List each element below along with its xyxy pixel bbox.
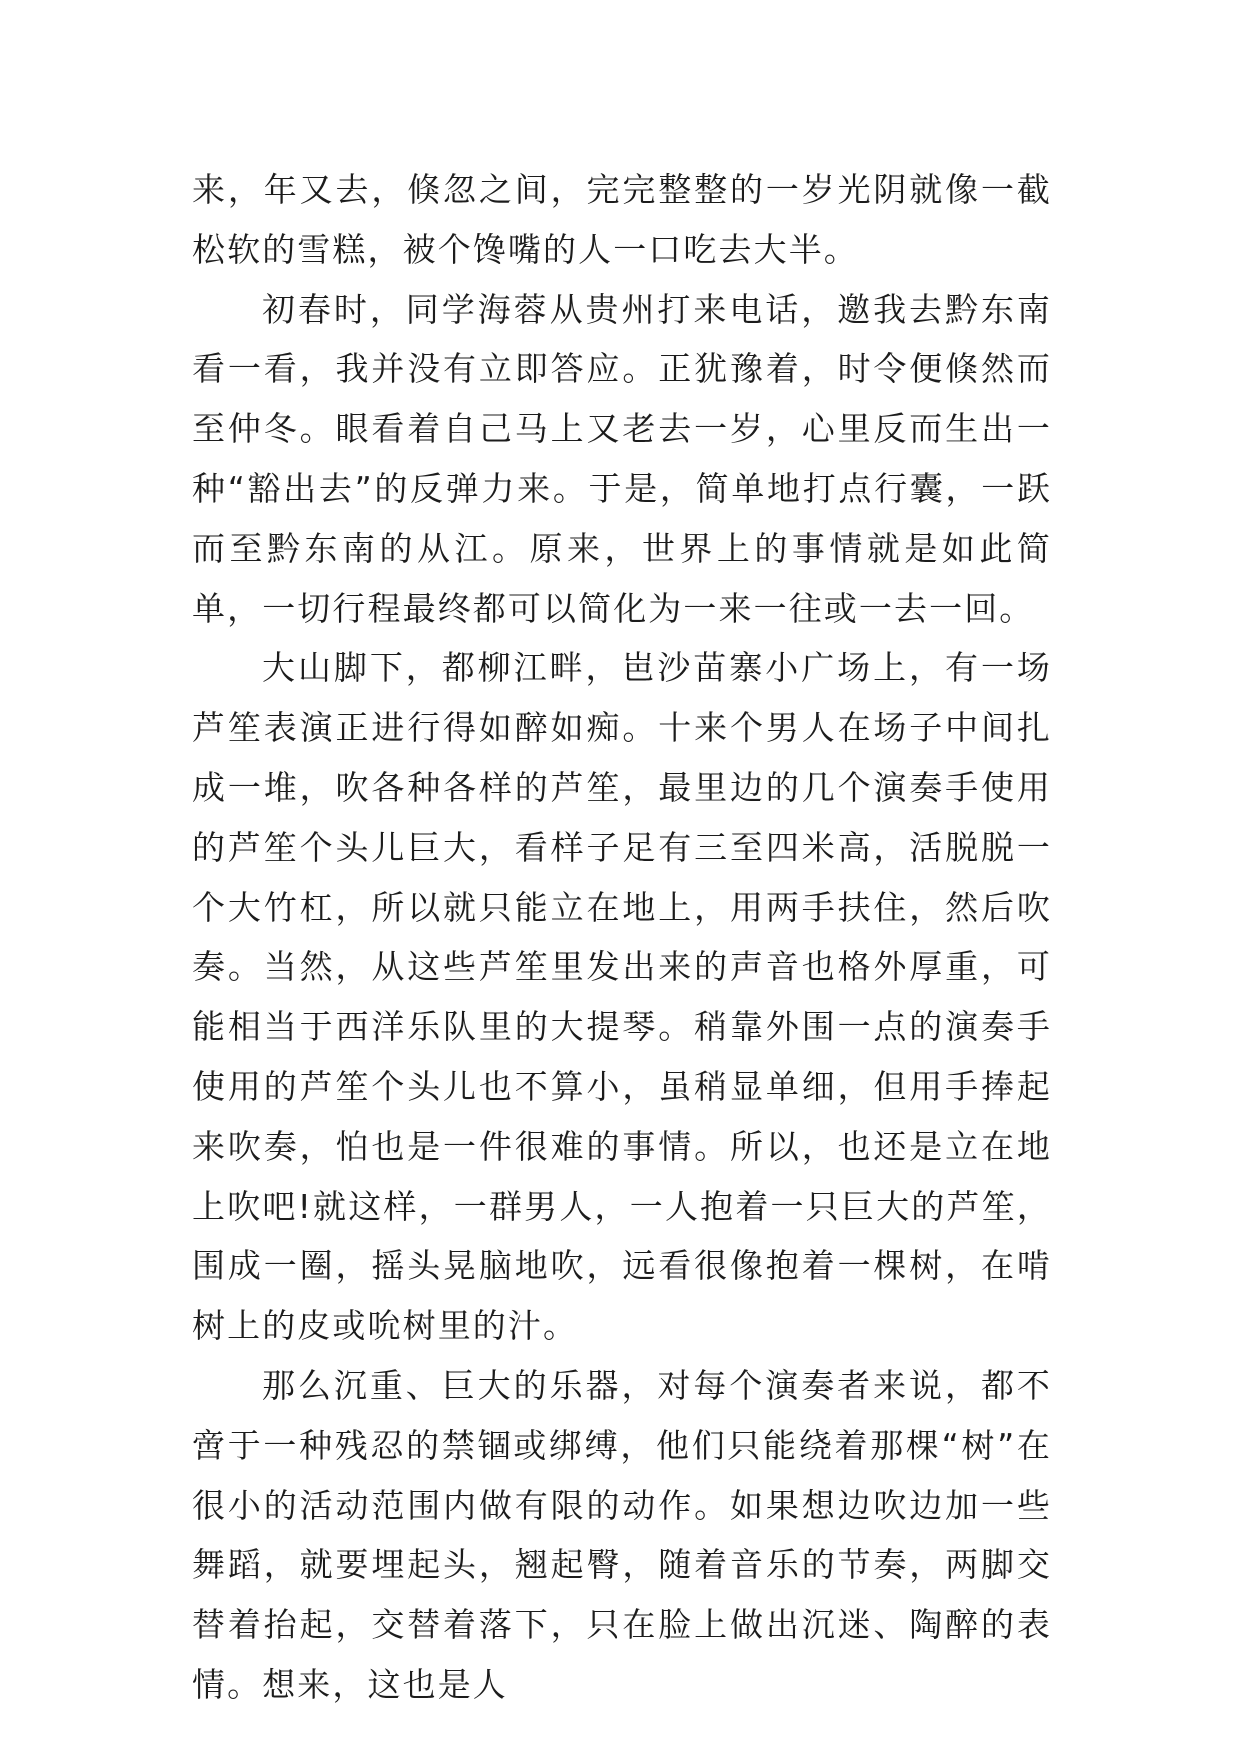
paragraph-lusheng-performance: 大山脚下，都柳江畔，岜沙苗寨小广场上，有一场芦笙表演正进行得如醉如痴。十来个男人在场子中间扎成一堆，吹各种各样的芦笙，最里边的几个演奏手使用的芦笙个头儿巨大，看样子足有三至四米高，活脱脱一个大竹杠，所以就只能立在地上，用两手扶住，然后吹奏。当然，从这些芦笙里发出来的声音也格外厚重，可能相当于西洋乐队里的大提琴。稍靠外围一点的演奏手使用的芦笙个头儿也不算小，虽稍显单细，但用手捧起来吹奏，怕也是一件很难的事情。所以，也还是立在地上吹吧!就这样，一群男人，一人抱着一只巨大的芦笙，围成一圈，摇头晃脑地吹，远看很像抱着一棵树，在啃树上的皮或吮树里的汁。 bbox=[192, 648, 1052, 1346]
paragraph-continued: 来，年又去，倏忽之间，完完整整的一岁光阴就像一截松软的雪糕，被个馋嘴的人一口吃去大半。 bbox=[192, 170, 1052, 269]
paragraph-heavy-instrument: 那么沉重、巨大的乐器，对每个演奏者来说，都不啻于一种残忍的禁锢或绑缚，他们只能绕着那棵“树”在很小的活动范围内做有限的动作。如果想边吹边加一些舞蹈，就要埋起头，翘起臀，随着音乐的节奏，两脚交替着抬起，交替着落下，只在脸上做出沉迷、陶醉的表情。想来，这也是人 bbox=[192, 1365, 1052, 1704]
paragraph-early-spring: 初春时，同学海蓉从贵州打来电话，邀我去黔东南看一看，我并没有立即答应。正犹豫着，时令便倏然而至仲冬。眼看着自己马上又老去一岁，心里反而生出一种“豁出去”的反弹力来。于是，简单地打点行囊，一跃而至黔东南的从江。原来，世界上的事情就是如此简单，一切行程最终都可以简化为一来一往或一去一回。 bbox=[192, 289, 1052, 628]
document-page bbox=[192, 160, 1052, 1715]
